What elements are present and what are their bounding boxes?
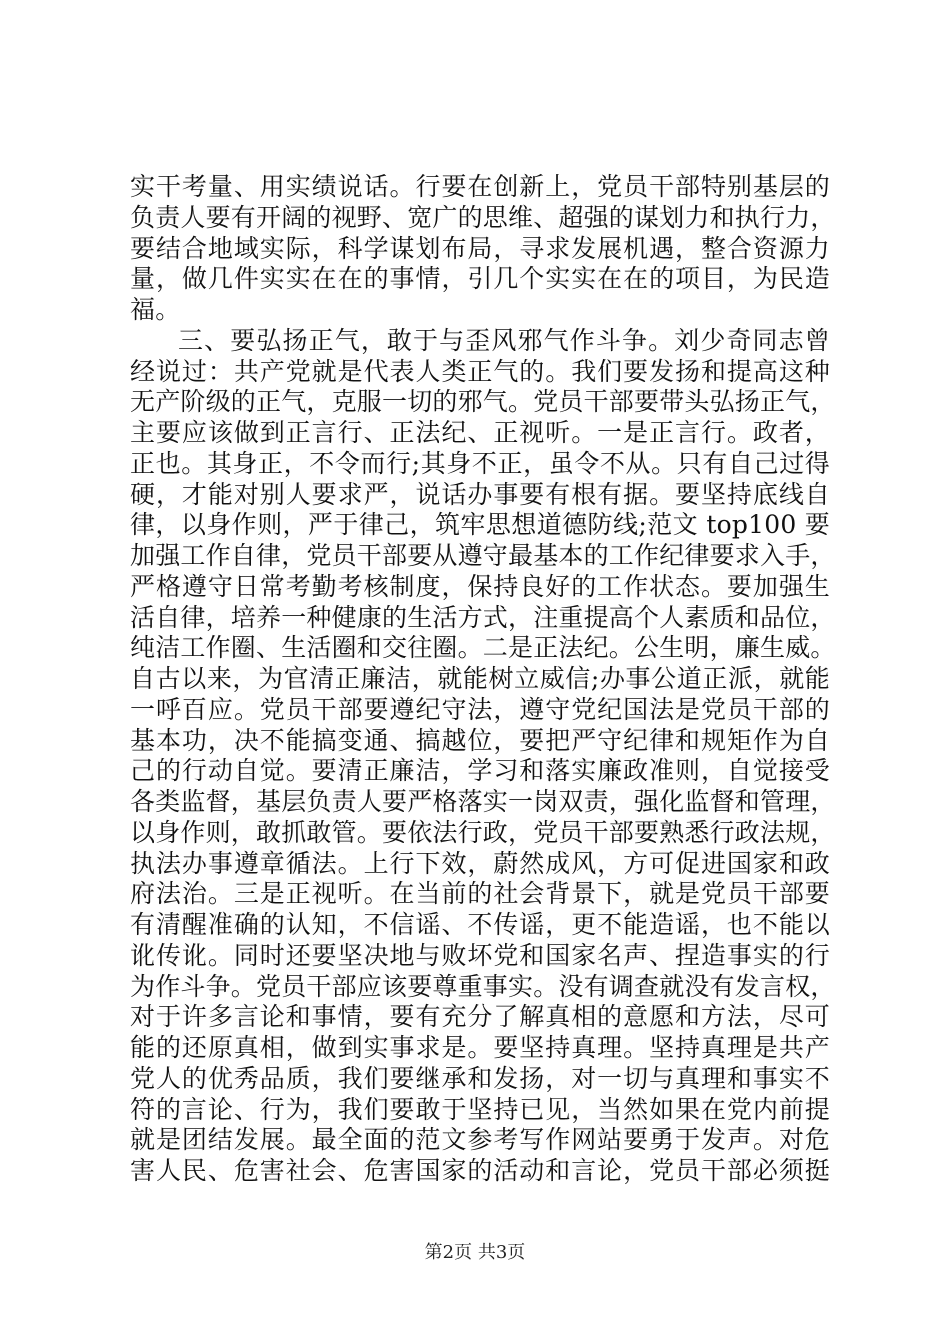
text-line: 就是团结发展。最全面的范文参考写作网站要勇于发声。对危 xyxy=(130,1125,830,1155)
text-line: 讹传讹。同时还要坚决地与败坏党和国家名声、捏造事实的行 xyxy=(130,940,830,970)
text-line: 加强工作自律，党员干部要从遵守最基本的工作纪律要求入手， xyxy=(130,541,836,570)
page-number-footer: 第2页 共3页 xyxy=(424,1242,526,1263)
text-line: 基本功，决不能搞变通、搞越位，要把严守纪律和规矩作为自 xyxy=(130,725,830,755)
text-line: 执法办事遵章循法。上行下效，蔚然成风，方可促进国家和政 xyxy=(130,848,830,878)
text-line: 能的还原真相，做到实事求是。要坚持真理。坚持真理是共产 xyxy=(130,1033,830,1062)
text-line: 符的言论、行为，我们要敢于坚持已见，当然如果在党内前提 xyxy=(130,1094,830,1124)
document-body xyxy=(130,172,836,1187)
text-line: 主要应该做到正言行、正法纪、正视听。一是正言行。政者， xyxy=(130,418,830,447)
text-line: 福。 xyxy=(130,295,181,324)
text-line: 经说过：共产党就是代表人类正气的。我们要发扬和提高这种 xyxy=(130,356,830,386)
text-line: 府法治。三是正视听。在当前的社会背景下，就是党员干部要 xyxy=(130,879,830,909)
text-line: 无产阶级的正气，克服一切的邪气。党员干部要带头弘扬正气， xyxy=(130,387,836,417)
text-line: 实干考量、用实绩说话。行要在创新上，党员干部特别基层的 xyxy=(130,172,830,201)
text-line: 正也。其身正，不令而行;其身不正，虽令不从。只有自己过得 xyxy=(130,448,830,478)
paragraph-start-line: 三、要弘扬正气，敢于与歪风邪气作斗争。刘少奇同志曾 xyxy=(178,325,830,355)
text-line: 律，以身作则，严于律己，筑牢思想道德防线;范文 top100 要 xyxy=(130,510,830,540)
text-line: 硬，才能对别人要求严，说话办事要有根有据。要坚持底线自 xyxy=(130,479,830,509)
text-line: 一呼百应。党员干部要遵纪守法，遵守党纪国法是党员干部的 xyxy=(130,694,830,724)
text-line: 量，做几件实实在在的事情，引几个实实在在的项目，为民造 xyxy=(130,264,830,294)
text-line: 党人的优秀品质，我们要继承和发扬，对一切与真理和事实不 xyxy=(130,1063,830,1093)
text-line: 活自律，培养一种健康的生活方式，注重提高个人素质和品位， xyxy=(130,602,836,632)
text-line: 为作斗争。党员干部应该要尊重事实。没有调查就没有发言权， xyxy=(130,971,836,1001)
text-line: 自古以来，为官清正廉洁，就能树立威信;办事公道正派，就能 xyxy=(130,664,830,693)
text-line: 以身作则，敢抓敢管。要依法行政，党员干部要熟悉行政法规， xyxy=(130,817,836,847)
text-line: 严格遵守日常考勤考核制度，保持良好的工作状态。要加强生 xyxy=(130,571,830,601)
text-line: 要结合地域实际，科学谋划布局，寻求发展机遇，整合资源力 xyxy=(130,233,830,263)
text-line: 有清醒准确的认知，不信谣、不传谣，更不能造谣，也不能以 xyxy=(130,910,830,939)
text-line: 己的行动自觉。要清正廉洁，学习和落实廉政准则，自觉接受 xyxy=(130,756,830,786)
text-line: 纯洁工作圈、生活圈和交往圈。二是正法纪。公生明，廉生威。 xyxy=(130,633,836,663)
text-line: 对于许多言论和事情，要有充分了解真相的意愿和方法，尽可 xyxy=(130,1002,830,1032)
text-line: 害人民、危害社会、危害国家的活动和言论，党员干部必须挺 xyxy=(130,1156,830,1185)
text-line: 负责人要有开阔的视野、宽广的思维、超强的谋划力和执行力， xyxy=(130,202,836,232)
text-line: 各类监督，基层负责人要严格落实一岗双责，强化监督和管理， xyxy=(130,787,836,816)
